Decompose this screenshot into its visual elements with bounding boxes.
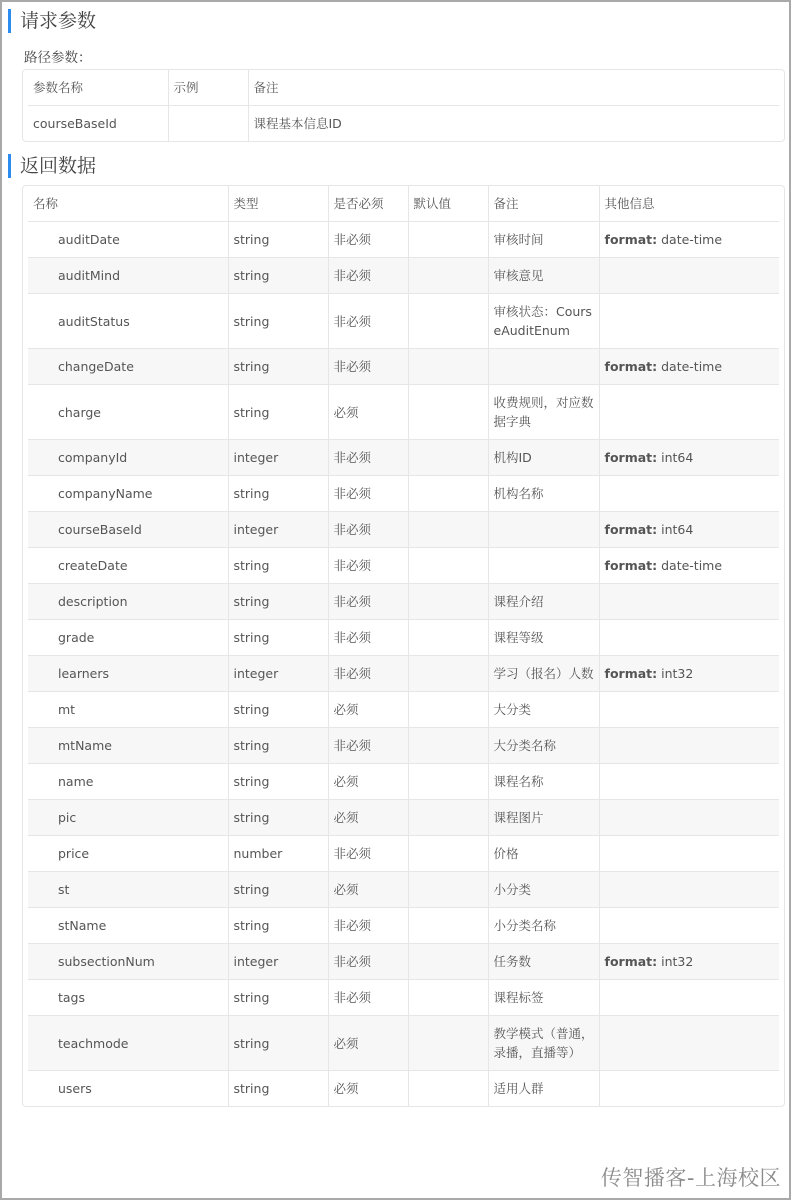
field-default — [408, 764, 488, 800]
field-default — [408, 584, 488, 620]
field-name: companyName — [28, 476, 228, 512]
table-row — [28, 512, 779, 548]
col-name: 名称 — [33, 196, 59, 211]
field-required: 非必须 — [328, 512, 408, 548]
table-row — [28, 836, 779, 872]
field-name: teachmode — [28, 1016, 228, 1071]
field-note: 大分类 — [488, 692, 599, 728]
field-name: grade — [28, 620, 228, 656]
field-name: createDate — [28, 548, 228, 584]
table-row — [28, 294, 779, 349]
col-default: 默认值 — [408, 186, 488, 222]
table-row — [28, 476, 779, 512]
field-name: courseBaseId — [28, 512, 228, 548]
field-note: 审核时间 — [488, 222, 599, 258]
field-name: subsectionNum — [28, 944, 228, 980]
col-example: 示例 — [168, 70, 248, 106]
field-note: 学习（报名）人数 — [488, 656, 599, 692]
field-default — [408, 836, 488, 872]
table-row — [28, 692, 779, 728]
table-row — [28, 385, 779, 440]
format-label: format: — [604, 954, 658, 969]
field-note: 教学模式（普通，录播，直播等） — [488, 1016, 599, 1071]
field-required: 非必须 — [328, 440, 408, 476]
table-row — [28, 728, 779, 764]
field-type: string — [228, 1016, 328, 1071]
field-type: string — [228, 548, 328, 584]
format-label: format: — [604, 359, 658, 374]
field-type: string — [228, 908, 328, 944]
field-other — [599, 476, 779, 512]
field-type: string — [228, 349, 328, 385]
col-note: 备注 — [248, 70, 779, 106]
field-default — [408, 548, 488, 584]
field-required: 必须 — [328, 385, 408, 440]
field-note: 大分类名称 — [488, 728, 599, 764]
param-name: courseBaseId — [28, 106, 168, 142]
field-type: string — [228, 800, 328, 836]
table-row — [28, 1016, 779, 1071]
field-required: 非必须 — [328, 222, 408, 258]
field-type: string — [228, 385, 328, 440]
field-name: mt — [28, 692, 228, 728]
field-note: 课程名称 — [488, 764, 599, 800]
table-row — [28, 584, 779, 620]
format-label: format: — [604, 232, 658, 247]
field-other — [599, 294, 779, 349]
format-label: format: — [604, 558, 658, 573]
field-type: integer — [228, 512, 328, 548]
field-other — [599, 980, 779, 1016]
field-note — [488, 349, 599, 385]
field-note: 课程标签 — [488, 980, 599, 1016]
field-type: string — [228, 476, 328, 512]
format-value: int32 — [661, 954, 694, 969]
field-name: changeDate — [28, 349, 228, 385]
path-params-label: 路径参数： — [24, 50, 92, 66]
table-row — [28, 106, 779, 142]
field-note: 课程图片 — [488, 800, 599, 836]
col-note: 备注 — [488, 186, 599, 222]
field-type: string — [228, 258, 328, 294]
format-label: format: — [604, 666, 658, 681]
field-note: 课程等级 — [488, 620, 599, 656]
table-row — [28, 980, 779, 1016]
field-default — [408, 980, 488, 1016]
field-default — [408, 692, 488, 728]
field-type: string — [228, 764, 328, 800]
field-default — [408, 944, 488, 980]
field-note: 小分类 — [488, 872, 599, 908]
field-name: auditStatus — [28, 294, 228, 349]
field-other — [599, 908, 779, 944]
field-other — [599, 258, 779, 294]
field-name: price — [28, 836, 228, 872]
field-name: companyId — [28, 440, 228, 476]
format-label: format: — [604, 522, 658, 537]
field-name: stName — [28, 908, 228, 944]
table-row — [28, 908, 779, 944]
field-note: 机构ID — [488, 440, 599, 476]
field-type: string — [228, 294, 328, 349]
field-other — [599, 1016, 779, 1071]
field-type: string — [228, 728, 328, 764]
field-type: string — [228, 1071, 328, 1107]
table-row — [28, 800, 779, 836]
table-row — [28, 548, 779, 584]
field-name: pic — [28, 800, 228, 836]
field-note: 价格 — [488, 836, 599, 872]
field-required: 必须 — [328, 1071, 408, 1107]
field-required: 必须 — [328, 764, 408, 800]
field-default — [408, 476, 488, 512]
field-required: 非必须 — [328, 980, 408, 1016]
table-row — [28, 620, 779, 656]
field-other — [599, 620, 779, 656]
field-default — [408, 512, 488, 548]
table-row — [28, 764, 779, 800]
field-name: description — [28, 584, 228, 620]
field-required: 非必须 — [328, 258, 408, 294]
field-name: learners — [28, 656, 228, 692]
field-required: 非必须 — [328, 294, 408, 349]
field-other — [599, 548, 779, 584]
field-other — [599, 440, 779, 476]
field-type: integer — [228, 944, 328, 980]
field-other — [599, 512, 779, 548]
field-name: charge — [28, 385, 228, 440]
table-row — [28, 349, 779, 385]
field-note: 课程介绍 — [488, 584, 599, 620]
field-other — [599, 1071, 779, 1107]
field-type: string — [228, 980, 328, 1016]
format-label: format: — [604, 450, 658, 465]
table-row — [28, 944, 779, 980]
field-note: 机构名称 — [488, 476, 599, 512]
field-default — [408, 872, 488, 908]
field-default — [408, 349, 488, 385]
field-name: st — [28, 872, 228, 908]
field-required: 必须 — [328, 872, 408, 908]
field-other — [599, 800, 779, 836]
field-required: 必须 — [328, 800, 408, 836]
table-row — [28, 872, 779, 908]
table-row — [28, 440, 779, 476]
field-default — [408, 620, 488, 656]
table-row — [28, 1071, 779, 1107]
field-required: 非必须 — [328, 620, 408, 656]
field-other — [599, 385, 779, 440]
table-row — [28, 656, 779, 692]
response-table — [22, 185, 785, 1107]
field-other — [599, 728, 779, 764]
col-required: 是否必须 — [328, 186, 408, 222]
field-other — [599, 656, 779, 692]
field-required: 非必须 — [328, 944, 408, 980]
field-required: 必须 — [328, 692, 408, 728]
field-default — [408, 440, 488, 476]
field-default — [408, 1071, 488, 1107]
field-default — [408, 1016, 488, 1071]
field-other — [599, 584, 779, 620]
field-note: 任务数 — [488, 944, 599, 980]
field-required: 非必须 — [328, 728, 408, 764]
field-note: 适用人群 — [488, 1071, 599, 1107]
field-type: integer — [228, 656, 328, 692]
field-other — [599, 764, 779, 800]
field-default — [408, 908, 488, 944]
field-name: mtName — [28, 728, 228, 764]
field-note: 小分类名称 — [488, 908, 599, 944]
field-required: 非必须 — [328, 476, 408, 512]
field-name: name — [28, 764, 228, 800]
field-type: integer — [228, 440, 328, 476]
field-name: auditMind — [28, 258, 228, 294]
format-value: date-time — [661, 558, 723, 573]
watermark: 传智播客-上海校区 — [600, 1166, 781, 1190]
field-default — [408, 800, 488, 836]
field-default — [408, 728, 488, 764]
field-note — [488, 548, 599, 584]
field-note: 收费规则，对应数据字典 — [488, 385, 599, 440]
field-required: 非必须 — [328, 548, 408, 584]
field-other — [599, 349, 779, 385]
field-name: users — [28, 1071, 228, 1107]
request-params-heading: 请求参数 — [8, 9, 96, 33]
field-type: string — [228, 222, 328, 258]
field-type: string — [228, 692, 328, 728]
field-other — [599, 222, 779, 258]
field-name: auditDate — [28, 222, 228, 258]
format-value: date-time — [661, 359, 723, 374]
field-other — [599, 872, 779, 908]
field-other — [599, 836, 779, 872]
col-param-name: 参数名称 — [33, 80, 84, 95]
response-heading: 返回数据 — [8, 154, 96, 178]
param-example — [168, 106, 248, 142]
field-required: 非必须 — [328, 908, 408, 944]
field-default — [408, 385, 488, 440]
field-default — [408, 258, 488, 294]
format-value: int64 — [661, 450, 694, 465]
field-type: string — [228, 872, 328, 908]
col-type: 类型 — [228, 186, 328, 222]
field-required: 必须 — [328, 1016, 408, 1071]
field-required: 非必须 — [328, 656, 408, 692]
field-required: 非必须 — [328, 836, 408, 872]
field-default — [408, 656, 488, 692]
field-type: number — [228, 836, 328, 872]
table-row — [28, 222, 779, 258]
field-other — [599, 692, 779, 728]
field-name: tags — [28, 980, 228, 1016]
param-note: 课程基本信息ID — [248, 106, 779, 142]
field-note: 审核意见 — [488, 258, 599, 294]
col-other: 其他信息 — [599, 186, 779, 222]
field-note — [488, 512, 599, 548]
field-other — [599, 944, 779, 980]
field-type: string — [228, 584, 328, 620]
field-default — [408, 294, 488, 349]
field-type: string — [228, 620, 328, 656]
table-row — [28, 258, 779, 294]
field-default — [408, 222, 488, 258]
field-note: 审核状态：CourseAuditEnum — [488, 294, 599, 349]
path-params-table — [22, 69, 785, 142]
format-value: int32 — [661, 666, 694, 681]
field-required: 非必须 — [328, 584, 408, 620]
field-required: 非必须 — [328, 349, 408, 385]
format-value: date-time — [661, 232, 723, 247]
format-value: int64 — [661, 522, 694, 537]
